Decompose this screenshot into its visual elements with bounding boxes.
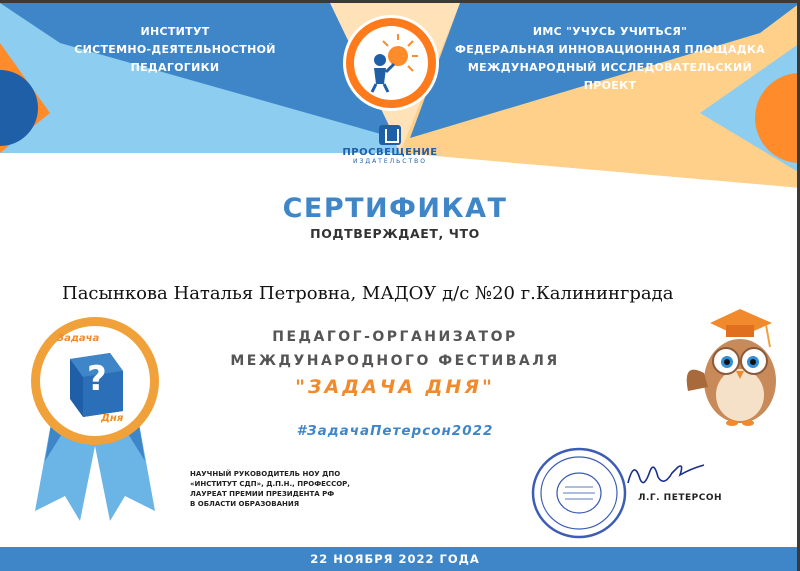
left-org-line-1: ИНСТИТУТ [140, 25, 210, 38]
left-org-line-2: СИСТЕМНО-ДЕЯТЕЛЬНОСТНОЙ [74, 43, 276, 56]
publisher-logo [330, 125, 450, 165]
left-org-line-3: ПЕДАГОГИКИ [130, 61, 220, 74]
badge-question-icon: ? [87, 359, 107, 399]
right-org-line-1: ИМС "УЧУСЬ УЧИТЬСЯ" [532, 25, 688, 38]
festival-name: "ЗАДАЧА ДНЯ" [295, 376, 495, 398]
festival-hashtag: #ЗадачаПетерсон2022 [296, 423, 494, 439]
publisher-mark-icon [379, 125, 401, 145]
advisor-line-3: ЛАУРЕАТ ПРЕМИИ ПРЕЗИДЕНТА РФ [190, 490, 335, 498]
badge-bottom-text: Дня [101, 413, 124, 424]
signer-name: Л.Г. ПЕТЕРСОН [638, 493, 723, 503]
advisor-info [190, 469, 390, 509]
right-org-line-3: МЕЖДУНАРОДНЫЙ ИССЛЕДОВАТЕЛЬСКИЙ ПРОЕКТ [467, 61, 753, 92]
publisher-subtitle: ИЗДАТЕЛЬСТВО [353, 158, 427, 165]
publisher-name: ПРОСВЕЩЕНИЕ [342, 147, 438, 158]
festival-logo [343, 15, 439, 111]
recipient-name: Пасынкова Наталья Петровна, МАДОУ д/с №20 г.Калининграда [62, 283, 674, 304]
advisor-line-4: В ОБЛАСТИ ОБРАЗОВАНИЯ [190, 500, 300, 508]
ribbon-badge-icon [25, 311, 165, 531]
certificate-title: СЕРТИФИКАТ [282, 193, 508, 224]
certificate-subtitle: ПОДТВЕРЖДАЕТ, ЧТО [310, 226, 480, 241]
right-org-line-2: ФЕДЕРАЛЬНАЯ ИННОВАЦИОННАЯ ПЛОЩАДКА [455, 43, 765, 56]
role-line-2: МЕЖДУНАРОДНОГО ФЕСТИВАЛЯ [230, 353, 560, 369]
signature [620, 453, 710, 493]
right-organization [440, 23, 780, 95]
footer-bar [0, 547, 800, 571]
owl-icon [680, 303, 790, 428]
advisor-line-2: «ИНСТИТУТ СДП», Д.П.Н., ПРОФЕССОР, [190, 480, 350, 488]
owl-mascot [680, 303, 790, 428]
sun-child-icon [354, 26, 428, 100]
badge-top-text: Задача [57, 333, 100, 344]
role-line-1: ПЕДАГОГ-ОРГАНИЗАТОР [272, 329, 518, 345]
festival-badge [25, 311, 165, 531]
certificate-date: 22 НОЯБРЯ 2022 ГОДА [310, 552, 480, 566]
signature-icon [620, 453, 710, 493]
advisor-line-1: НАУЧНЫЙ РУКОВОДИТЕЛЬ НОУ ДПО [190, 470, 341, 478]
left-organization [60, 23, 290, 77]
